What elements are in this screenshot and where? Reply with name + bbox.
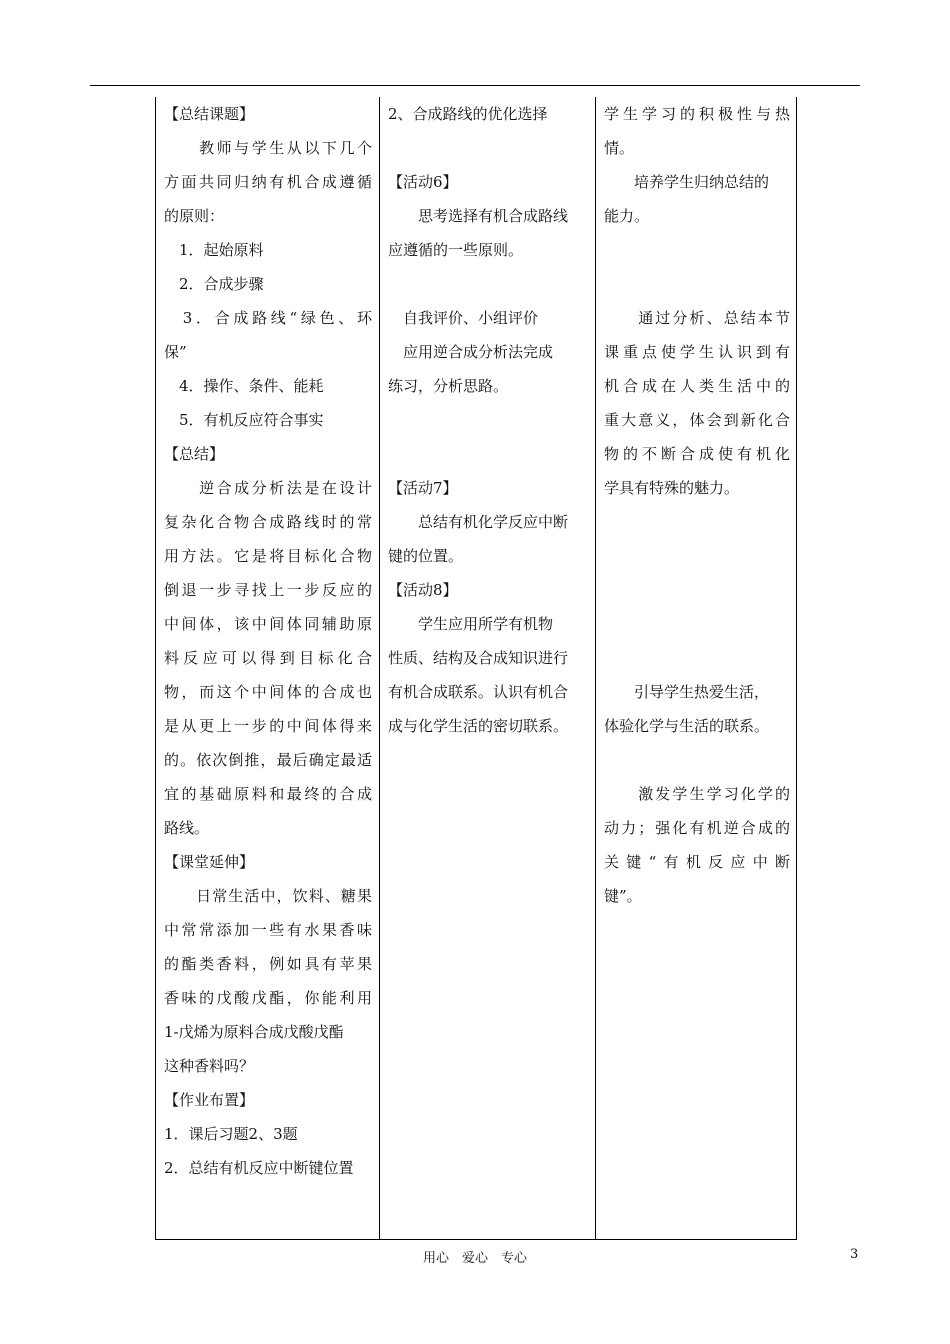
col3-line: 动力；强化有机逆合成的 xyxy=(604,819,790,837)
col3-line: 引导学生热爱生活， xyxy=(604,683,770,701)
col1-line: 宜的基础原料和最终的合成 xyxy=(164,785,372,803)
col1-line: 教师与学生从以下几个 xyxy=(164,139,372,157)
col1-line: 是从更上一步的中间体得来 xyxy=(164,717,372,735)
lesson-table xyxy=(155,97,797,1240)
col3-line xyxy=(604,505,790,539)
col3-line: 学具有特殊的魅力。 xyxy=(604,479,740,497)
col1-line: 香味的戊酸戊酯，你能利用 xyxy=(164,989,372,1007)
col3-line xyxy=(604,539,790,573)
col3-line: 键”。 xyxy=(604,887,642,905)
col3-line: 体验化学与生活的联系。 xyxy=(604,717,770,735)
col2-line: 应遵循的一些原则。 xyxy=(388,241,524,259)
col1-line: 中间体，该中间体同辅助原 xyxy=(164,615,372,633)
col3-line xyxy=(604,607,790,641)
col1-line: 1-戊烯为原料合成戊酸戊酯 xyxy=(164,1023,344,1041)
column-divider-1 xyxy=(379,97,380,1239)
col2-line xyxy=(388,267,588,301)
col1-line: 复杂化合物合成路线时的常 xyxy=(164,513,372,531)
col2-line: 【活动8】 xyxy=(388,581,458,599)
design-intent-column xyxy=(604,97,790,1239)
col2-line: 有机合成联系。认识有机合 xyxy=(388,683,569,701)
col2-line: 学生应用所学有机物 xyxy=(388,615,554,633)
col3-line: 重大意义，体会到新化合 xyxy=(604,411,790,429)
col3-line: 关键“有机反应中断 xyxy=(604,853,790,871)
col1-line: 路线。 xyxy=(164,819,210,837)
col2-line: 总结有机化学反应中断 xyxy=(388,513,569,531)
header-rule xyxy=(90,85,860,86)
col1-line: 3．合成路线“绿色、环 xyxy=(164,309,372,327)
col1-line: 【课堂延伸】 xyxy=(164,853,255,871)
col1-line: 的。依次倒推，最后确定最适 xyxy=(164,751,372,769)
col1-line: 4．操作、条件、能耗 xyxy=(164,377,324,395)
col3-line: 课重点使学生认识到有 xyxy=(604,343,790,361)
col1-line: 的酯类香料，例如具有苹果 xyxy=(164,955,372,973)
col2-line: 练习，分析思路。 xyxy=(388,377,509,395)
col3-line: 物的不断合成使有机化 xyxy=(604,445,790,463)
col1-line: 1．课后习题2、3题 xyxy=(164,1125,298,1143)
col3-line: 通过分析、总结本节 xyxy=(604,309,790,327)
col2-line: 自我评价、小组评价 xyxy=(388,309,539,327)
col2-line xyxy=(388,131,588,165)
col3-line: 培养学生归纳总结的 xyxy=(604,173,770,191)
col1-line: 保” xyxy=(164,343,187,361)
col2-line: 【活动6】 xyxy=(388,173,458,191)
col3-line xyxy=(604,743,790,777)
col3-line: 学生学习的积极性与热 xyxy=(604,105,790,123)
col2-line xyxy=(388,437,588,471)
col1-line: 日常生活中，饮料、糖果 xyxy=(164,887,372,905)
col1-line: 【总结课题】 xyxy=(164,105,255,123)
page-number: 3 xyxy=(850,1247,859,1262)
col2-line: 【活动7】 xyxy=(388,479,458,497)
col3-line xyxy=(604,641,790,675)
col3-line: 机合成在人类生活中的 xyxy=(604,377,790,395)
col1-line: 料反应可以得到目标化合 xyxy=(164,649,372,667)
col3-line xyxy=(604,233,790,267)
col1-line: 物，而这个中间体的合成也 xyxy=(164,683,372,701)
col1-line: 用方法。它是将目标化合物 xyxy=(164,547,372,565)
col2-line xyxy=(388,403,588,437)
col3-line: 能力。 xyxy=(604,207,650,225)
col2-line: 思考选择有机合成路线 xyxy=(388,207,569,225)
col1-line: 【作业布置】 xyxy=(164,1091,255,1109)
col3-line xyxy=(604,573,790,607)
col3-line: 情。 xyxy=(604,139,635,157)
col3-line: 激发学生学习化学的 xyxy=(604,785,790,803)
col2-line: 2、合成路线的优化选择 xyxy=(388,105,548,123)
col1-line: 的原则： xyxy=(164,207,225,225)
col1-line: 2．总结有机反应中断键位置 xyxy=(164,1159,354,1177)
teacher-activity-column xyxy=(164,97,372,1239)
col3-line xyxy=(604,267,790,301)
col1-line: 中常常添加一些有水果香味 xyxy=(164,921,372,939)
col2-line: 性质、结构及合成知识进行 xyxy=(388,649,569,667)
col1-line: 方面共同归纳有机合成遵循 xyxy=(164,173,372,191)
col1-line: 【总结】 xyxy=(164,445,225,463)
student-activity-column xyxy=(388,97,588,1239)
col2-line: 成与化学生活的密切联系。 xyxy=(388,717,569,735)
col1-line: 这种香料吗？ xyxy=(164,1057,255,1075)
col2-line: 键的位置。 xyxy=(388,547,464,565)
col1-line: 5．有机反应符合事实 xyxy=(164,411,324,429)
column-divider-2 xyxy=(595,97,596,1239)
col1-line: 逆合成分析法是在设计 xyxy=(164,479,372,497)
col1-line: 倒退一步寻找上一步反应的 xyxy=(164,581,372,599)
col2-line: 应用逆合成分析法完成 xyxy=(388,343,554,361)
footer-motto: 用心 爱心 专心 xyxy=(422,1251,527,1266)
col1-line: 2．合成步骤 xyxy=(164,275,264,293)
col1-line: 1．起始原料 xyxy=(164,241,264,259)
